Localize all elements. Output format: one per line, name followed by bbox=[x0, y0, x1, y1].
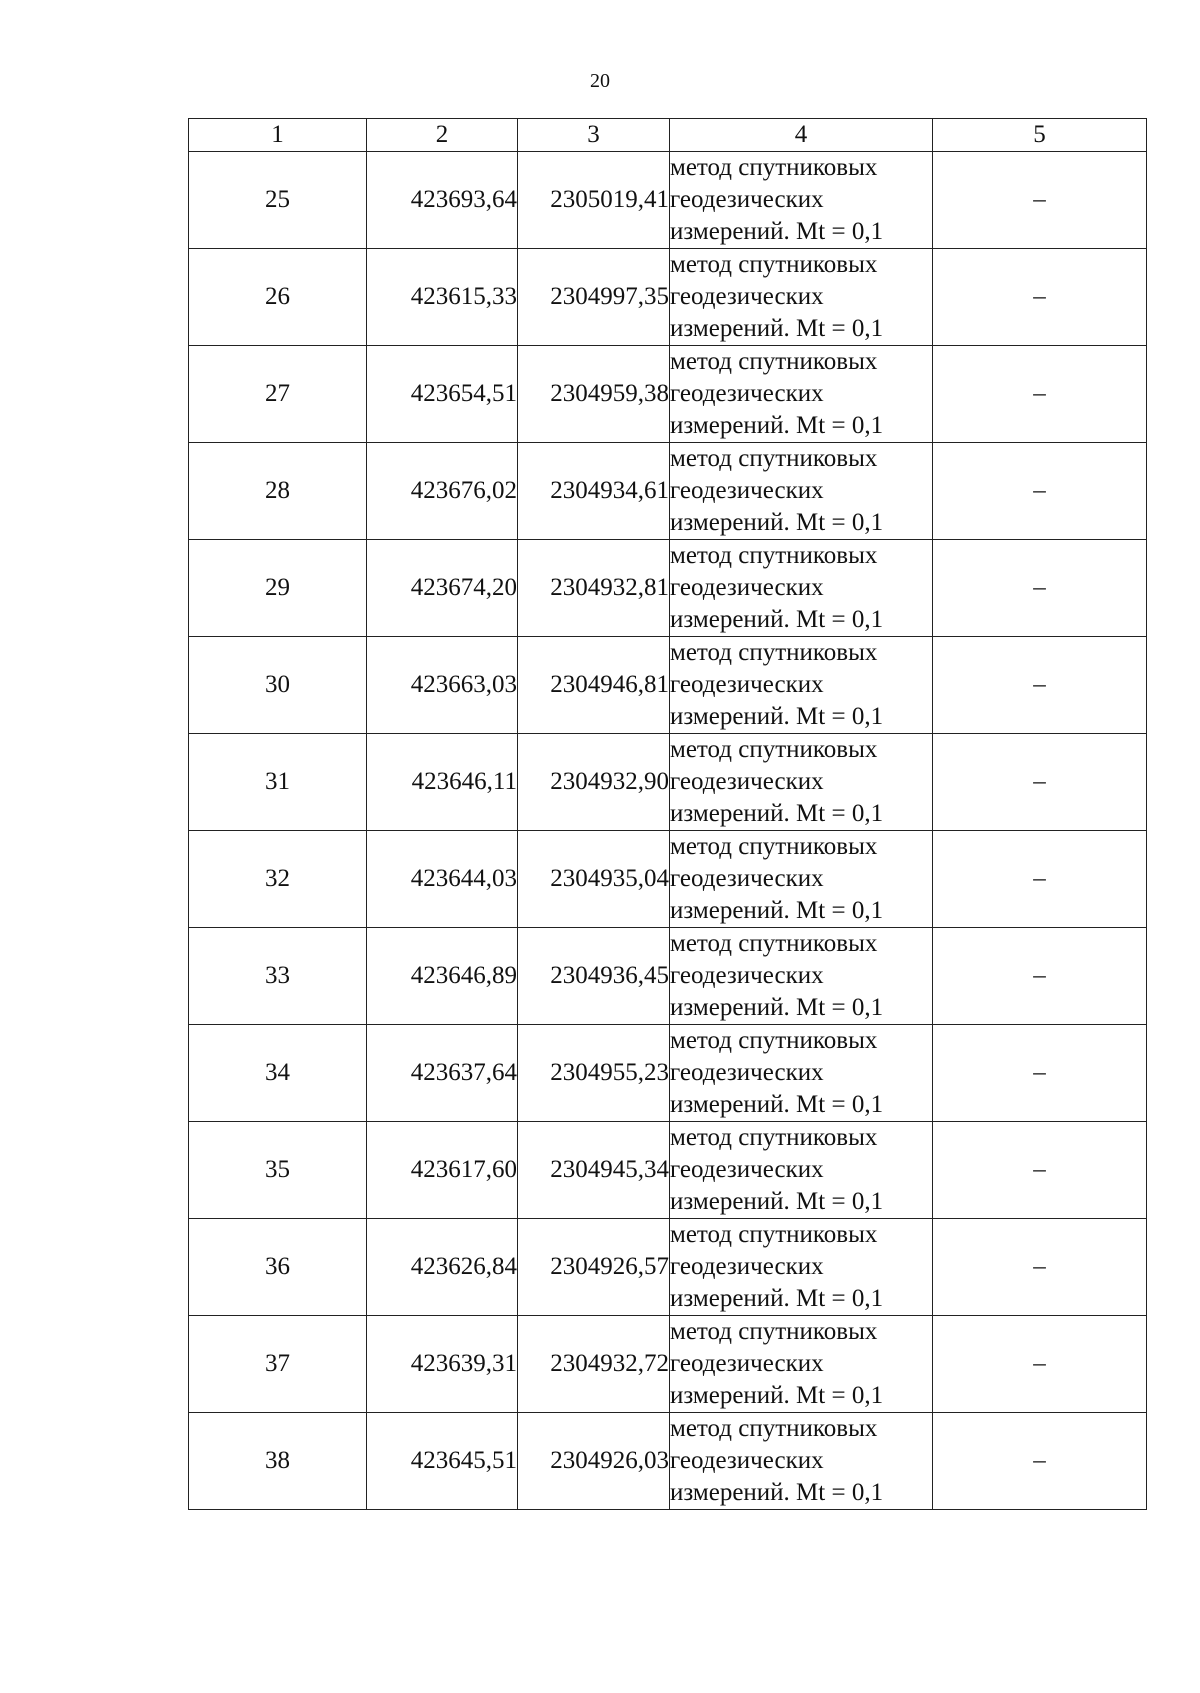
column-header: 4 bbox=[670, 119, 933, 152]
method-line: измерений. Mt = 0,1 bbox=[670, 1285, 884, 1312]
method-line: измерений. Mt = 0,1 bbox=[670, 994, 884, 1021]
table-row bbox=[189, 637, 1147, 734]
method-cell bbox=[670, 1413, 933, 1510]
table-row bbox=[189, 1025, 1147, 1122]
x-coordinate-cell: 423674,20 bbox=[367, 540, 518, 637]
x-coordinate-cell: 423617,60 bbox=[367, 1122, 518, 1219]
table-row bbox=[189, 831, 1147, 928]
column-header: 3 bbox=[518, 119, 670, 152]
point-number-cell: 31 bbox=[189, 734, 367, 831]
x-coordinate-cell: 423646,89 bbox=[367, 928, 518, 1025]
point-number-cell: 29 bbox=[189, 540, 367, 637]
x-coordinate-cell: 423639,31 bbox=[367, 1316, 518, 1413]
x-coordinate-cell: 423646,11 bbox=[367, 734, 518, 831]
method-line: геодезических bbox=[670, 671, 824, 698]
method-line: метод спутниковых bbox=[670, 1415, 878, 1442]
table-row bbox=[189, 1413, 1147, 1510]
header-row bbox=[189, 119, 1147, 152]
table-body bbox=[189, 152, 1147, 1510]
note-cell: – bbox=[933, 1413, 1147, 1510]
x-coordinate-cell: 423645,51 bbox=[367, 1413, 518, 1510]
table-row bbox=[189, 249, 1147, 346]
method-line: измерений. Mt = 0,1 bbox=[670, 703, 884, 730]
method-cell bbox=[670, 540, 933, 637]
method-cell bbox=[670, 637, 933, 734]
y-coordinate-cell: 2304934,61 bbox=[518, 443, 670, 540]
method-cell bbox=[670, 1025, 933, 1122]
method-cell bbox=[670, 249, 933, 346]
note-cell: – bbox=[933, 734, 1147, 831]
x-coordinate-cell: 423615,33 bbox=[367, 249, 518, 346]
method-line: метод спутниковых bbox=[670, 1318, 878, 1345]
method-line: метод спутниковых bbox=[670, 639, 878, 666]
method-line: геодезических bbox=[670, 1059, 824, 1086]
method-line: метод спутниковых bbox=[670, 736, 878, 763]
note-cell: – bbox=[933, 1122, 1147, 1219]
x-coordinate-cell: 423676,02 bbox=[367, 443, 518, 540]
method-cell bbox=[670, 346, 933, 443]
note-cell: – bbox=[933, 831, 1147, 928]
x-coordinate-cell: 423626,84 bbox=[367, 1219, 518, 1316]
coordinates-table bbox=[188, 118, 1147, 1510]
method-line: геодезических bbox=[670, 1350, 824, 1377]
x-coordinate-cell: 423637,64 bbox=[367, 1025, 518, 1122]
point-number-cell: 27 bbox=[189, 346, 367, 443]
method-line: метод спутниковых bbox=[670, 1027, 878, 1054]
method-line: измерений. Mt = 0,1 bbox=[670, 1479, 884, 1506]
method-line: геодезических bbox=[670, 1253, 824, 1280]
table-row bbox=[189, 152, 1147, 249]
point-number-cell: 28 bbox=[189, 443, 367, 540]
point-number-cell: 35 bbox=[189, 1122, 367, 1219]
note-cell: – bbox=[933, 928, 1147, 1025]
method-line: измерений. Mt = 0,1 bbox=[670, 1382, 884, 1409]
note-cell: – bbox=[933, 637, 1147, 734]
table-row bbox=[189, 734, 1147, 831]
y-coordinate-cell: 2304926,57 bbox=[518, 1219, 670, 1316]
method-line: измерений. Mt = 0,1 bbox=[670, 1188, 884, 1215]
method-line: геодезических bbox=[670, 962, 824, 989]
column-header: 1 bbox=[189, 119, 367, 152]
point-number-cell: 32 bbox=[189, 831, 367, 928]
point-number-cell: 38 bbox=[189, 1413, 367, 1510]
x-coordinate-cell: 423654,51 bbox=[367, 346, 518, 443]
method-line: геодезических bbox=[670, 477, 824, 504]
method-line: геодезических bbox=[670, 186, 824, 213]
y-coordinate-cell: 2304955,23 bbox=[518, 1025, 670, 1122]
point-number-cell: 30 bbox=[189, 637, 367, 734]
y-coordinate-cell: 2304932,81 bbox=[518, 540, 670, 637]
note-cell: – bbox=[933, 1025, 1147, 1122]
y-coordinate-cell: 2305019,41 bbox=[518, 152, 670, 249]
note-cell: – bbox=[933, 540, 1147, 637]
method-cell bbox=[670, 443, 933, 540]
method-line: измерений. Mt = 0,1 bbox=[670, 1091, 884, 1118]
method-line: измерений. Mt = 0,1 bbox=[670, 606, 884, 633]
method-line: метод спутниковых bbox=[670, 154, 878, 181]
method-line: метод спутниковых bbox=[670, 833, 878, 860]
method-cell bbox=[670, 1219, 933, 1316]
y-coordinate-cell: 2304936,45 bbox=[518, 928, 670, 1025]
y-coordinate-cell: 2304935,04 bbox=[518, 831, 670, 928]
y-coordinate-cell: 2304926,03 bbox=[518, 1413, 670, 1510]
table-row bbox=[189, 346, 1147, 443]
method-line: геодезических bbox=[670, 574, 824, 601]
table-row bbox=[189, 540, 1147, 637]
x-coordinate-cell: 423644,03 bbox=[367, 831, 518, 928]
y-coordinate-cell: 2304932,72 bbox=[518, 1316, 670, 1413]
note-cell: – bbox=[933, 1316, 1147, 1413]
method-cell bbox=[670, 1122, 933, 1219]
method-cell bbox=[670, 1316, 933, 1413]
method-line: измерений. Mt = 0,1 bbox=[670, 509, 884, 536]
method-line: геодезических bbox=[670, 283, 824, 310]
note-cell: – bbox=[933, 1219, 1147, 1316]
method-cell bbox=[670, 831, 933, 928]
note-cell: – bbox=[933, 443, 1147, 540]
table-row bbox=[189, 928, 1147, 1025]
y-coordinate-cell: 2304932,90 bbox=[518, 734, 670, 831]
x-coordinate-cell: 423693,64 bbox=[367, 152, 518, 249]
method-line: метод спутниковых bbox=[670, 1221, 878, 1248]
table-row bbox=[189, 443, 1147, 540]
method-cell bbox=[670, 152, 933, 249]
column-header: 2 bbox=[367, 119, 518, 152]
point-number-cell: 26 bbox=[189, 249, 367, 346]
method-line: метод спутниковых bbox=[670, 445, 878, 472]
y-coordinate-cell: 2304997,35 bbox=[518, 249, 670, 346]
method-line: геодезических bbox=[670, 1156, 824, 1183]
note-cell: – bbox=[933, 152, 1147, 249]
point-number-cell: 33 bbox=[189, 928, 367, 1025]
page-number: 20 bbox=[590, 70, 610, 92]
x-coordinate-cell: 423663,03 bbox=[367, 637, 518, 734]
y-coordinate-cell: 2304946,81 bbox=[518, 637, 670, 734]
point-number-cell: 36 bbox=[189, 1219, 367, 1316]
method-line: метод спутниковых bbox=[670, 251, 878, 278]
method-line: измерений. Mt = 0,1 bbox=[670, 218, 884, 245]
method-line: метод спутниковых bbox=[670, 1124, 878, 1151]
method-line: геодезических bbox=[670, 1447, 824, 1474]
table-row bbox=[189, 1316, 1147, 1413]
table-row bbox=[189, 1122, 1147, 1219]
method-line: измерений. Mt = 0,1 bbox=[670, 412, 884, 439]
method-cell bbox=[670, 734, 933, 831]
method-line: геодезических bbox=[670, 768, 824, 795]
note-cell: – bbox=[933, 346, 1147, 443]
method-line: измерений. Mt = 0,1 bbox=[670, 800, 884, 827]
point-number-cell: 37 bbox=[189, 1316, 367, 1413]
method-line: геодезических bbox=[670, 865, 824, 892]
note-cell: – bbox=[933, 249, 1147, 346]
method-line: измерений. Mt = 0,1 bbox=[670, 315, 884, 342]
y-coordinate-cell: 2304945,34 bbox=[518, 1122, 670, 1219]
method-line: геодезических bbox=[670, 380, 824, 407]
point-number-cell: 25 bbox=[189, 152, 367, 249]
point-number-cell: 34 bbox=[189, 1025, 367, 1122]
method-cell bbox=[670, 928, 933, 1025]
method-line: измерений. Mt = 0,1 bbox=[670, 897, 884, 924]
y-coordinate-cell: 2304959,38 bbox=[518, 346, 670, 443]
method-line: метод спутниковых bbox=[670, 930, 878, 957]
method-line: метод спутниковых bbox=[670, 542, 878, 569]
method-line: метод спутниковых bbox=[670, 348, 878, 375]
table-row bbox=[189, 1219, 1147, 1316]
column-header: 5 bbox=[933, 119, 1147, 152]
